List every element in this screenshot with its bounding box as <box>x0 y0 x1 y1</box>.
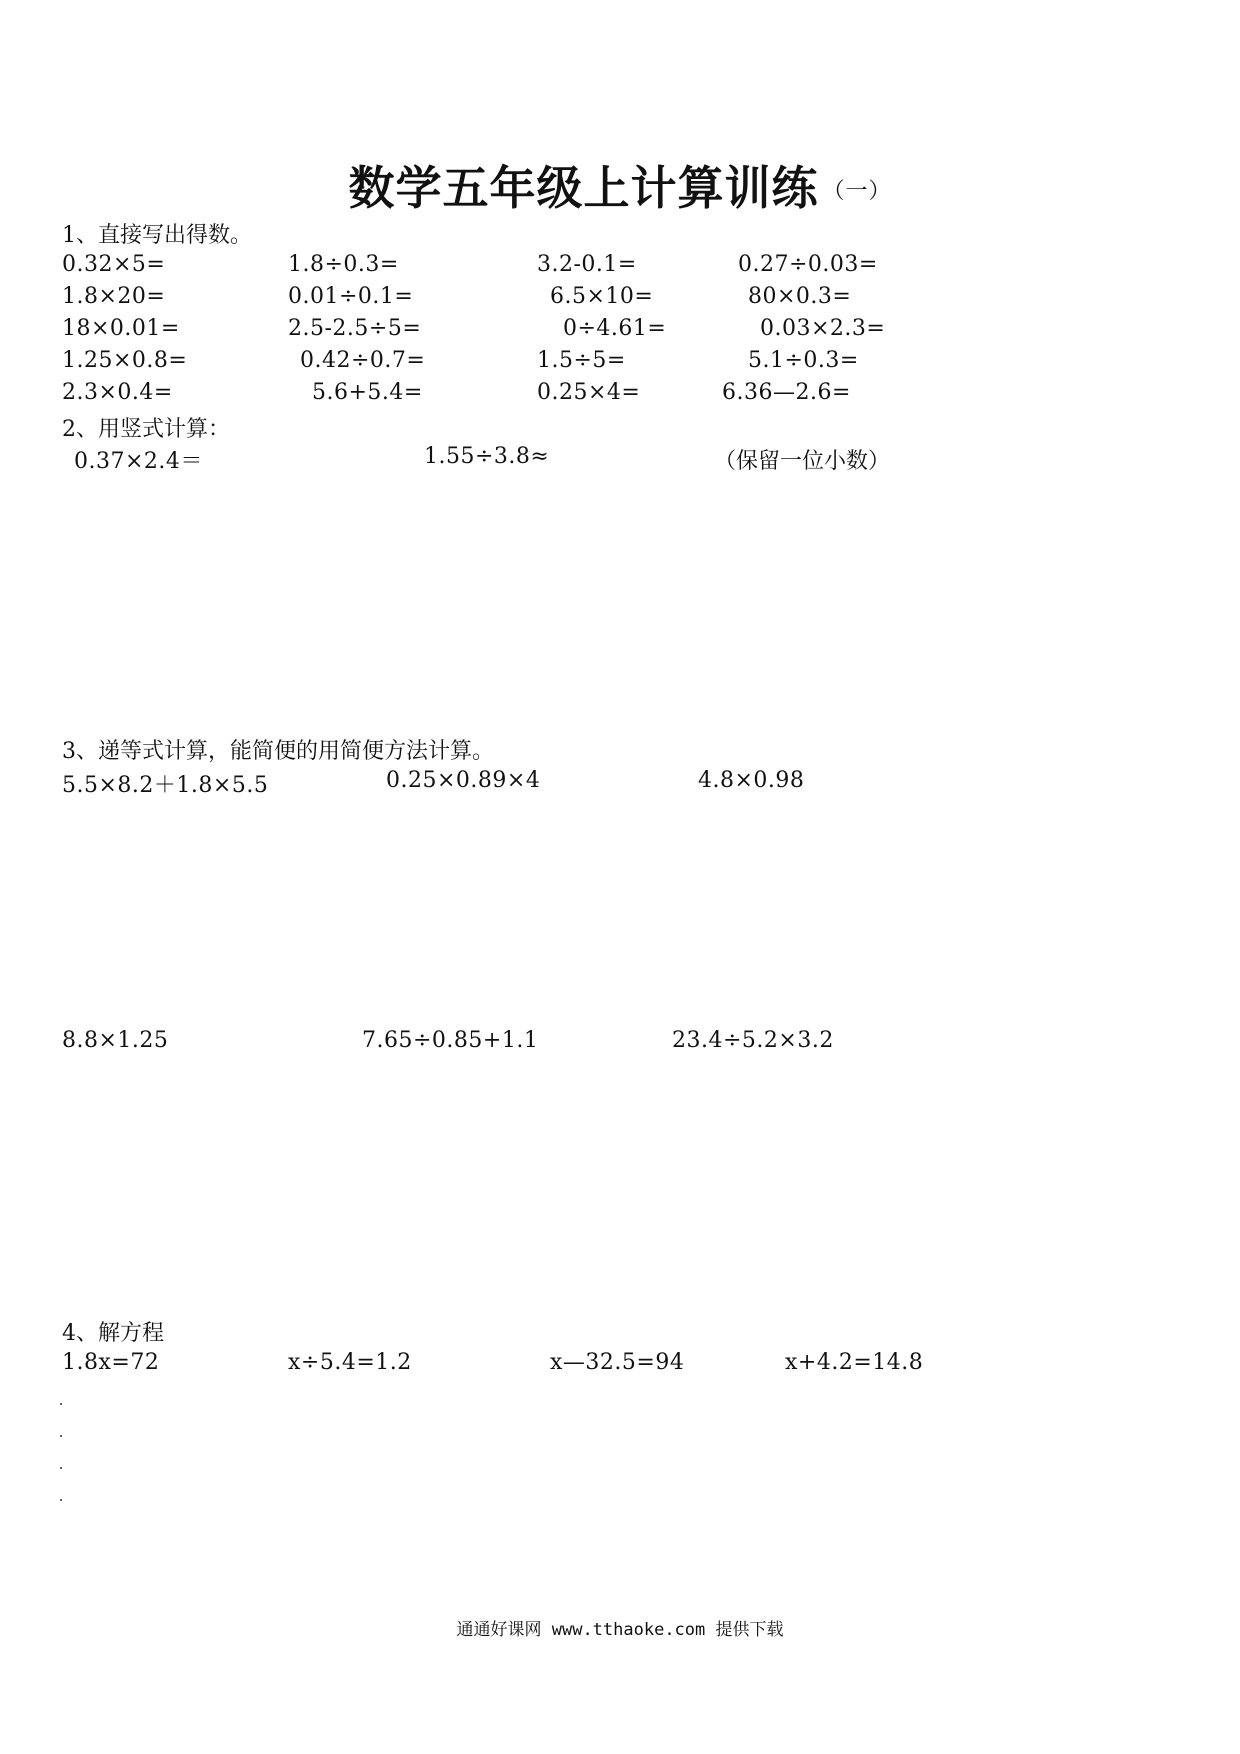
s3-item: 5.5×8.2＋1.8×5.5 <box>62 773 269 798</box>
s1-item: 1.25×0.8= <box>62 348 188 373</box>
margin-dot <box>60 1499 62 1501</box>
s1-item: 80×0.3= <box>748 284 852 309</box>
title-suffix: （一） <box>822 179 892 204</box>
s1-item: 1.5÷5= <box>537 348 626 373</box>
s4-item: x+4.2=14.8 <box>785 1350 924 1375</box>
s2-item: 1.55÷3.8≈ <box>424 444 550 469</box>
s3-item: 4.8×0.98 <box>698 768 805 793</box>
s1-item: 0.01÷0.1= <box>288 284 414 309</box>
footer-credit: 通通好课网 www.tthaoke.com 提供下载 <box>456 1620 784 1640</box>
s1-item: 0.25×4= <box>537 380 641 405</box>
page-title <box>0 152 1240 218</box>
section4-heading: 4、解方程 <box>62 1321 164 1346</box>
s1-item: 5.6+5.4= <box>312 380 423 405</box>
s1-item: 2.5-2.5÷5= <box>288 316 422 341</box>
title-main: 数学五年级上计算训练 <box>348 161 819 215</box>
section3-heading: 3、递等式计算，能简便的用简便方法计算。 <box>62 739 494 764</box>
s4-item: 1.8x=72 <box>62 1350 160 1375</box>
s1-item: 6.36—2.6= <box>722 380 851 405</box>
s2-note: （保留一位小数） <box>714 449 891 474</box>
s3-item: 23.4÷5.2×3.2 <box>672 1028 834 1053</box>
s1-item: 6.5×10= <box>550 284 654 309</box>
margin-dot <box>60 1403 62 1405</box>
margin-dot <box>60 1467 62 1469</box>
s1-item: 0.32×5= <box>62 252 166 277</box>
s3-item: 7.65÷0.85+1.1 <box>362 1028 539 1053</box>
s4-item: x—32.5=94 <box>550 1350 685 1375</box>
s1-item: 18×0.01= <box>62 316 180 341</box>
s2-item: 0.37×2.4＝ <box>74 449 203 474</box>
s1-item: 2.3×0.4= <box>62 380 173 405</box>
s4-item: x÷5.4=1.2 <box>288 1350 412 1375</box>
s1-item: 0÷4.61= <box>563 316 667 341</box>
s3-item: 8.8×1.25 <box>62 1028 169 1053</box>
s1-item: 0.42÷0.7= <box>300 348 426 373</box>
s1-item: 5.1÷0.3= <box>748 348 859 373</box>
section2-heading: 2、用竖式计算： <box>62 417 230 442</box>
s1-item: 0.27÷0.03= <box>738 252 878 277</box>
s1-item: 3.2-0.1= <box>537 252 637 277</box>
s1-item: 0.03×2.3= <box>760 316 886 341</box>
margin-dot <box>60 1435 62 1437</box>
section1-heading: 1、直接写出得数。 <box>62 223 252 248</box>
s1-item: 1.8×20= <box>62 284 166 309</box>
s1-item: 1.8÷0.3= <box>288 252 399 277</box>
s3-item: 0.25×0.89×4 <box>386 768 541 793</box>
